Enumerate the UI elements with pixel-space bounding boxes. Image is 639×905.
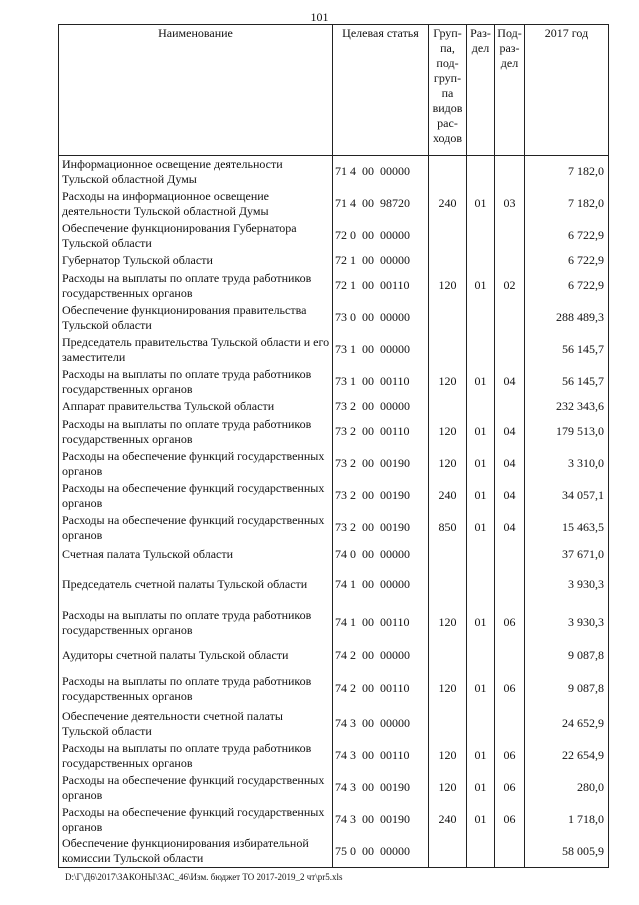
row-section: 01 <box>467 740 495 772</box>
row-target-code: 73 1 00 00000 <box>333 334 429 366</box>
header-year: 2017 год <box>525 25 609 156</box>
row-amount: 6 722,9 <box>525 252 609 270</box>
row-target-code: 73 2 00 00190 <box>333 448 429 480</box>
row-section: 01 <box>467 416 495 448</box>
row-group <box>429 156 467 188</box>
table-header-row <box>59 25 609 156</box>
row-target-code: 74 1 00 00000 <box>333 566 429 604</box>
table-row <box>59 156 609 188</box>
row-subsection: 04 <box>495 448 525 480</box>
row-target-code: 72 1 00 00110 <box>333 270 429 302</box>
row-subsection: 04 <box>495 366 525 398</box>
row-section <box>467 708 495 740</box>
row-amount: 7 182,0 <box>525 156 609 188</box>
row-target-code: 73 2 00 00000 <box>333 398 429 416</box>
row-group <box>429 544 467 566</box>
table-row <box>59 566 609 604</box>
table-row <box>59 740 609 772</box>
row-subsection <box>495 252 525 270</box>
row-group: 240 <box>429 804 467 836</box>
row-amount: 34 057,1 <box>525 480 609 512</box>
header-name: Наименование <box>59 25 333 156</box>
budget-table-container <box>58 24 608 868</box>
row-group: 120 <box>429 270 467 302</box>
row-subsection: 06 <box>495 670 525 708</box>
row-section: 01 <box>467 270 495 302</box>
row-target-code: 73 1 00 00110 <box>333 366 429 398</box>
row-section <box>467 642 495 670</box>
row-name: Обеспечение функционирования правительства Тульской области <box>59 302 333 334</box>
row-group <box>429 398 467 416</box>
row-amount: 9 087,8 <box>525 670 609 708</box>
table-row <box>59 772 609 804</box>
header-subsection: Под-раз-дел <box>495 25 525 156</box>
row-subsection <box>495 566 525 604</box>
row-name: Расходы на обеспечение функций государственных органов <box>59 512 333 544</box>
row-subsection: 06 <box>495 740 525 772</box>
row-subsection: 06 <box>495 772 525 804</box>
row-target-code: 74 2 00 00110 <box>333 670 429 708</box>
row-subsection: 06 <box>495 804 525 836</box>
row-group: 240 <box>429 188 467 220</box>
row-subsection: 03 <box>495 188 525 220</box>
row-group <box>429 708 467 740</box>
row-amount: 9 087,8 <box>525 642 609 670</box>
header-group: Груп-па, под-груп-па видов рас-ходов <box>429 25 467 156</box>
row-group: 120 <box>429 670 467 708</box>
row-group: 120 <box>429 366 467 398</box>
row-target-code: 74 3 00 00190 <box>333 772 429 804</box>
row-target-code: 74 0 00 00000 <box>333 544 429 566</box>
row-group: 120 <box>429 740 467 772</box>
row-group <box>429 252 467 270</box>
row-name: Счетная палата Тульской области <box>59 544 333 566</box>
row-name: Расходы на информационное освещение деятельности Тульской областной Думы <box>59 188 333 220</box>
row-section: 01 <box>467 772 495 804</box>
table-row <box>59 604 609 642</box>
row-subsection: 02 <box>495 270 525 302</box>
row-section <box>467 398 495 416</box>
row-section <box>467 836 495 868</box>
table-row <box>59 448 609 480</box>
row-amount: 6 722,9 <box>525 220 609 252</box>
table-row <box>59 398 609 416</box>
row-subsection <box>495 708 525 740</box>
row-amount: 3 930,3 <box>525 604 609 642</box>
table-body <box>59 156 609 868</box>
row-name: Расходы на обеспечение функций государственных органов <box>59 448 333 480</box>
header-section: Раз-дел <box>467 25 495 156</box>
row-amount: 7 182,0 <box>525 188 609 220</box>
row-subsection <box>495 398 525 416</box>
row-section: 01 <box>467 804 495 836</box>
row-name: Расходы на обеспечение функций государственных органов <box>59 772 333 804</box>
row-group <box>429 836 467 868</box>
table-row <box>59 512 609 544</box>
table-row <box>59 220 609 252</box>
row-name: Расходы на выплаты по оплате труда работников государственных органов <box>59 670 333 708</box>
row-subsection: 04 <box>495 416 525 448</box>
row-subsection: 04 <box>495 480 525 512</box>
row-section: 01 <box>467 188 495 220</box>
row-target-code: 75 0 00 00000 <box>333 836 429 868</box>
row-amount: 3 930,3 <box>525 566 609 604</box>
row-section: 01 <box>467 448 495 480</box>
row-name: Расходы на выплаты по оплате труда работников государственных органов <box>59 270 333 302</box>
row-group: 240 <box>429 480 467 512</box>
row-subsection: 06 <box>495 604 525 642</box>
table-row <box>59 188 609 220</box>
row-section <box>467 156 495 188</box>
row-name: Обеспечение деятельности счетной палаты Тульской области <box>59 708 333 740</box>
row-name: Информационное освещение деятельности Тульской областной Думы <box>59 156 333 188</box>
row-group: 120 <box>429 604 467 642</box>
row-target-code: 73 2 00 00190 <box>333 480 429 512</box>
row-section <box>467 566 495 604</box>
table-row <box>59 302 609 334</box>
row-group: 120 <box>429 772 467 804</box>
table-row <box>59 366 609 398</box>
row-section <box>467 252 495 270</box>
row-amount: 56 145,7 <box>525 366 609 398</box>
row-section: 01 <box>467 512 495 544</box>
table-row <box>59 642 609 670</box>
table-row <box>59 544 609 566</box>
row-target-code: 73 0 00 00000 <box>333 302 429 334</box>
footer-file-path: D:\Г\Д6\2017\ЗАКОНЫ\ЗАС_46\Изм. бюджет ТО 2017-2019_2 чт\pr5.xls <box>65 872 343 882</box>
row-target-code: 74 1 00 00110 <box>333 604 429 642</box>
table-row <box>59 334 609 366</box>
row-section: 01 <box>467 366 495 398</box>
row-amount: 56 145,7 <box>525 334 609 366</box>
row-group: 120 <box>429 448 467 480</box>
row-target-code: 71 4 00 98720 <box>333 188 429 220</box>
row-name: Аудиторы счетной палаты Тульской области <box>59 642 333 670</box>
row-section: 01 <box>467 604 495 642</box>
row-section <box>467 544 495 566</box>
budget-table <box>58 24 609 868</box>
row-name: Председатель правительства Тульской области и его заместители <box>59 334 333 366</box>
table-row <box>59 270 609 302</box>
row-target-code: 72 1 00 00000 <box>333 252 429 270</box>
row-target-code: 74 3 00 00190 <box>333 804 429 836</box>
row-group <box>429 334 467 366</box>
row-name: Расходы на обеспечение функций государственных органов <box>59 480 333 512</box>
row-target-code: 71 4 00 00000 <box>333 156 429 188</box>
row-group <box>429 302 467 334</box>
row-subsection <box>495 220 525 252</box>
row-name: Губернатор Тульской области <box>59 252 333 270</box>
page-number: 101 <box>310 10 329 24</box>
row-section <box>467 220 495 252</box>
row-amount: 58 005,9 <box>525 836 609 868</box>
row-subsection: 04 <box>495 512 525 544</box>
table-row <box>59 670 609 708</box>
row-group <box>429 220 467 252</box>
table-row <box>59 804 609 836</box>
row-group <box>429 566 467 604</box>
row-subsection <box>495 836 525 868</box>
row-name: Расходы на выплаты по оплате труда работников государственных органов <box>59 740 333 772</box>
row-target-code: 74 3 00 00110 <box>333 740 429 772</box>
row-target-code: 74 2 00 00000 <box>333 642 429 670</box>
row-section: 01 <box>467 480 495 512</box>
row-name: Расходы на выплаты по оплате труда работников государственных органов <box>59 604 333 642</box>
table-row <box>59 708 609 740</box>
row-subsection <box>495 156 525 188</box>
row-group <box>429 642 467 670</box>
row-amount: 22 654,9 <box>525 740 609 772</box>
row-amount: 280,0 <box>525 772 609 804</box>
row-name: Обеспечение функционирования Губернатора Тульской области <box>59 220 333 252</box>
row-target-code: 73 2 00 00110 <box>333 416 429 448</box>
row-amount: 1 718,0 <box>525 804 609 836</box>
row-name: Председатель счетной палаты Тульской области <box>59 566 333 604</box>
row-target-code: 73 2 00 00190 <box>333 512 429 544</box>
row-section: 01 <box>467 670 495 708</box>
row-section <box>467 334 495 366</box>
table-row <box>59 252 609 270</box>
table-row <box>59 416 609 448</box>
row-amount: 37 671,0 <box>525 544 609 566</box>
row-amount: 232 343,6 <box>525 398 609 416</box>
row-name: Расходы на выплаты по оплате труда работников государственных органов <box>59 416 333 448</box>
row-section <box>467 302 495 334</box>
row-amount: 15 463,5 <box>525 512 609 544</box>
row-amount: 6 722,9 <box>525 270 609 302</box>
header-target: Целевая статья <box>333 25 429 156</box>
row-group: 120 <box>429 416 467 448</box>
row-amount: 3 310,0 <box>525 448 609 480</box>
row-name: Расходы на обеспечение функций государственных органов <box>59 804 333 836</box>
table-row <box>59 480 609 512</box>
row-amount: 24 652,9 <box>525 708 609 740</box>
row-amount: 288 489,3 <box>525 302 609 334</box>
row-subsection <box>495 302 525 334</box>
row-target-code: 74 3 00 00000 <box>333 708 429 740</box>
row-name: Обеспечение функционирования избирательной комиссии Тульской области <box>59 836 333 868</box>
row-subsection <box>495 334 525 366</box>
row-name: Расходы на выплаты по оплате труда работников государственных органов <box>59 366 333 398</box>
row-group: 850 <box>429 512 467 544</box>
row-name: Аппарат правительства Тульской области <box>59 398 333 416</box>
row-subsection <box>495 642 525 670</box>
table-row <box>59 836 609 868</box>
row-amount: 179 513,0 <box>525 416 609 448</box>
row-subsection <box>495 544 525 566</box>
row-target-code: 72 0 00 00000 <box>333 220 429 252</box>
